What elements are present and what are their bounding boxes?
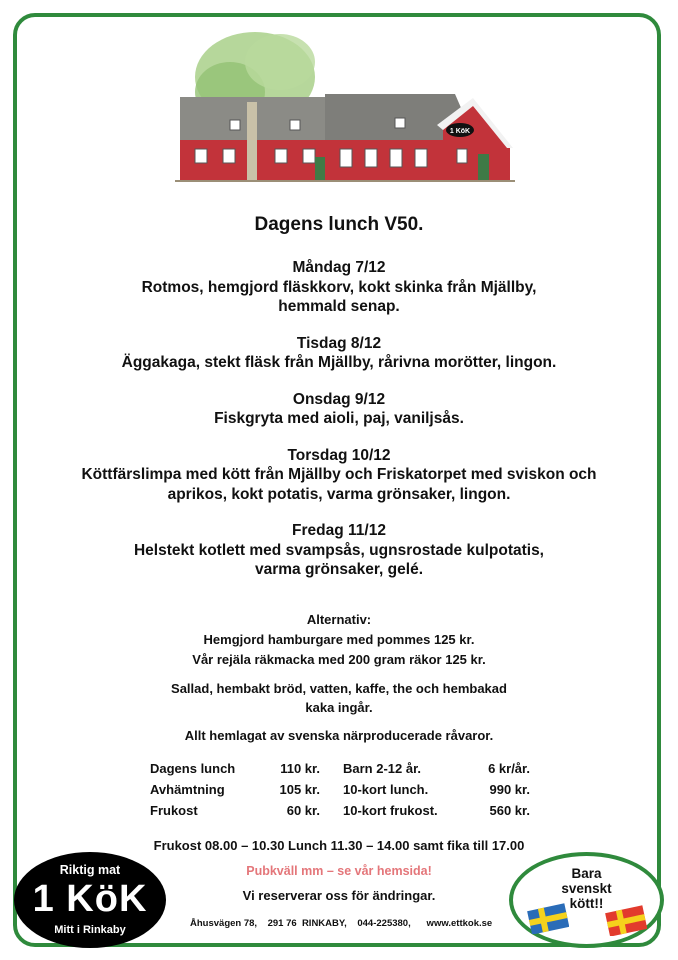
price-item: Frukost xyxy=(150,803,198,818)
price-item: Dagens lunch xyxy=(150,761,236,776)
logo-bottom-text: Mitt i Rinkaby xyxy=(54,924,126,936)
included-note xyxy=(150,679,528,717)
logo-main-text: 1 KöK xyxy=(32,878,148,920)
restaurant-logo xyxy=(14,852,166,948)
badge-line: svenskt xyxy=(561,881,612,896)
price-value: 6 kr/år. xyxy=(488,761,530,776)
day-dish-line: Rotmos, hemgjord fläskkorv, kokt skinka från Mjällby, xyxy=(141,278,537,296)
house-sign-text: 1 KöK xyxy=(449,128,471,135)
price-item: 10-kort lunch. xyxy=(343,782,429,797)
price-item: Barn 2-12 år. xyxy=(343,761,422,776)
menu-day xyxy=(40,258,638,317)
scanian-flag-icon xyxy=(605,904,647,936)
swedish-flag-icon xyxy=(527,902,569,934)
day-name: Tisdag 8/12 xyxy=(296,334,382,352)
alternatives-section xyxy=(60,610,618,670)
pub-night-note: Pubkväll mm – se vår hemsida! xyxy=(246,864,432,878)
day-name: Torsdag 10/12 xyxy=(287,446,391,464)
restaurant-house-illustration xyxy=(175,22,520,192)
day-dish-line: Äggakaga, stekt fläsk från Mjällby, rårivna morötter, lingon. xyxy=(121,354,557,371)
day-dish-line: hemmald senap. xyxy=(278,298,400,315)
price-list xyxy=(150,761,540,824)
price-row xyxy=(150,803,540,824)
price-item: Avhämtning xyxy=(150,782,225,797)
price-value: 60 kr. xyxy=(286,803,320,818)
badge-line: kött!! xyxy=(569,896,604,911)
day-dish-line: Köttfärslimpa med kött från Mjällby och Friskatorpet med sviskon och xyxy=(81,466,597,483)
alternatives-heading: Alternativ: xyxy=(306,612,372,627)
swedish-meat-badge xyxy=(509,852,664,948)
day-dish-line: Helstekt kotlett med svampsås, ugnsrostade kulpotatis, xyxy=(133,541,544,559)
price-row xyxy=(150,782,540,803)
day-dish-line: varma grönsaker, gelé. xyxy=(254,561,423,578)
price-value: 990 kr. xyxy=(489,782,530,797)
included-line: Sallad, hembakt bröd, vatten, kaffe, the och hembakad xyxy=(171,681,507,696)
menu-day xyxy=(40,446,638,505)
page-title: Dagens lunch V50. xyxy=(254,214,424,235)
day-name: Måndag 7/12 xyxy=(292,259,386,276)
alternative-item: Hemgjord hamburgare med pommes 125 kr. xyxy=(203,632,475,647)
badge-line: Bara xyxy=(571,866,602,881)
local-produce-note: Allt hemlagat av svenska närproducerade råvaror. xyxy=(184,728,494,743)
opening-hours: Frukost 08.00 – 10.30 Lunch 11.30 – 14.00 samt fika till 17.00 xyxy=(153,838,525,853)
day-dish-line: aprikos, kokt potatis, varma grönsaker, lingon. xyxy=(167,485,511,503)
price-row xyxy=(150,761,540,782)
included-line: kaka ingår. xyxy=(305,700,373,715)
day-dish-line: Fiskgryta med aioli, paj, vaniljsås. xyxy=(214,410,464,427)
weekly-menu xyxy=(40,258,638,597)
menu-day xyxy=(40,390,638,429)
contact-address: Åhusvägen 78, 291 76 RINKABY, 044-225380, www.ettkok.se xyxy=(190,918,493,929)
alternative-item: Vår rejäla räkmacka med 200 gram räkor 125 kr. xyxy=(192,652,486,667)
day-name: Fredag 11/12 xyxy=(292,522,386,539)
logo-top-text: Riktig mat xyxy=(59,863,121,877)
price-value: 105 kr. xyxy=(279,782,320,797)
price-value: 110 kr. xyxy=(280,761,320,776)
menu-day xyxy=(40,521,638,580)
day-name: Onsdag 9/12 xyxy=(292,390,386,408)
menu-day xyxy=(40,334,638,373)
price-item: 10-kort frukost. xyxy=(343,803,438,818)
price-value: 560 kr. xyxy=(489,803,530,818)
reservation-note: Vi reserverar oss för ändringar. xyxy=(242,888,436,903)
